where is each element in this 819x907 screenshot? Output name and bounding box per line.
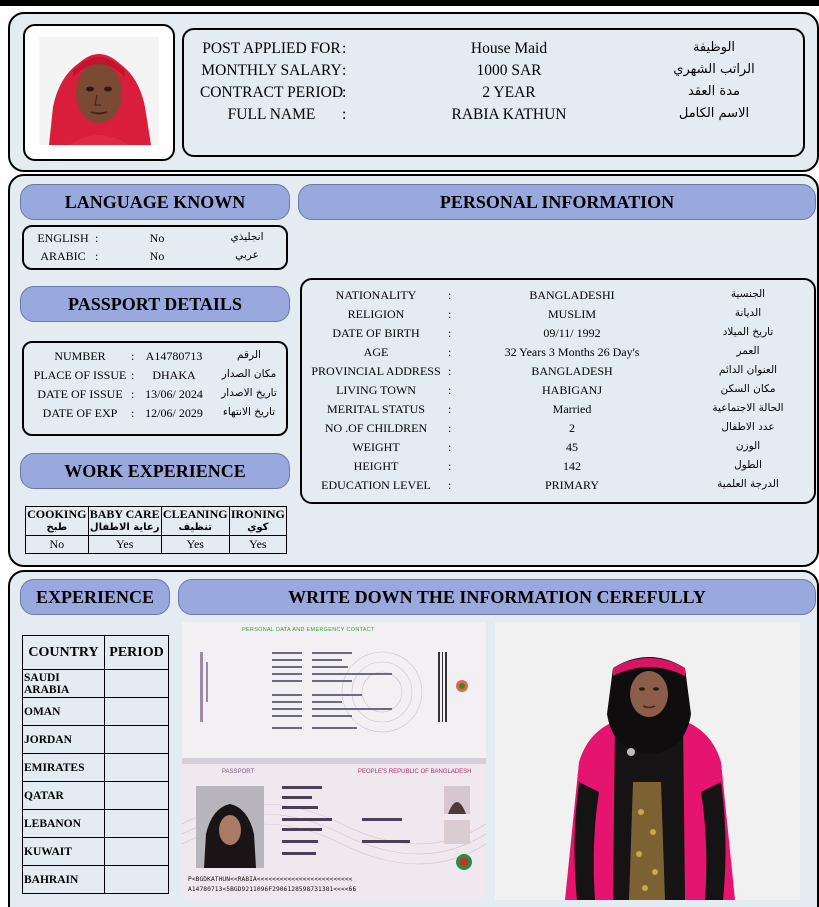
personal-label: PROVINCIAL ADDRESS (311, 364, 441, 378)
experience-row (23, 782, 169, 810)
passport-row (24, 387, 288, 406)
personal-value: Married (552, 402, 592, 416)
experience-header-row (23, 636, 169, 670)
country-cell: BAHRAIN (23, 866, 105, 894)
personal-label-arabic: الجنسية (730, 288, 766, 300)
colon: : (131, 368, 135, 382)
personal-row (302, 288, 816, 307)
personal-label: DATE OF BIRTH (332, 326, 420, 340)
period-cell[interactable] (105, 866, 169, 894)
personal-label-arabic: العمر (736, 345, 760, 357)
colon: : (448, 288, 452, 302)
period-cell[interactable] (105, 754, 169, 782)
language-row (24, 249, 288, 267)
passport-value: 12/06/ 2029 (145, 406, 203, 420)
language-label: ARABIC (40, 249, 86, 263)
period-cell[interactable] (105, 698, 169, 726)
personal-label: AGE (363, 345, 389, 359)
country-cell: EMIRATES (23, 754, 105, 782)
personal-row (302, 326, 816, 345)
personal-label: EDUCATION LEVEL (321, 478, 431, 492)
personal-row (302, 440, 816, 459)
passport-label: PLACE OF ISSUE (33, 368, 127, 382)
personal-row (302, 421, 816, 440)
colon: : (95, 249, 99, 263)
work-col-label-arabic: رعاية الاطفال (89, 522, 160, 533)
colon: : (448, 402, 452, 416)
work-value-row (26, 536, 287, 554)
work-col-cooking (26, 507, 89, 536)
top-border (0, 0, 819, 6)
personal-label: HEIGHT (353, 459, 399, 473)
portrait-photo (39, 37, 159, 145)
country-cell: OMAN (23, 698, 105, 726)
personal-value: PRIMARY (544, 478, 600, 492)
full-body-photo (495, 622, 800, 900)
language-label-arabic: عربي (235, 249, 259, 261)
personal-row (302, 364, 816, 383)
work-value: No (26, 536, 89, 554)
work-col-label: COOKING (27, 507, 87, 521)
work-col-label: CLEANING (162, 507, 228, 521)
job-label-arabic: الراتب الشهري (673, 62, 755, 77)
personal-row (302, 402, 816, 421)
personal-info-box (300, 278, 816, 504)
colon: : (448, 440, 452, 454)
passport-label: DATE OF ISSUE (37, 387, 123, 401)
colon: : (448, 478, 452, 492)
personal-label-arabic: العنوان الدائم (718, 364, 778, 376)
work-col-baby-care (88, 507, 161, 536)
personal-label: MERITAL STATUS (327, 402, 425, 416)
colon: : (342, 84, 347, 101)
passport-scan-image (182, 622, 486, 900)
passport-label-arabic: تاريخ الانتهاء (222, 406, 276, 418)
work-col-label: IRONING (230, 507, 285, 521)
work-col-label-arabic: طبخ (46, 522, 68, 533)
experience-row (23, 866, 169, 894)
language-row (24, 231, 288, 249)
passport-label: DATE OF EXP (42, 406, 118, 420)
job-info-box (182, 28, 805, 157)
personal-information-heading: PERSONAL INFORMATION (298, 184, 816, 220)
personal-label-arabic: الديانة (734, 307, 762, 319)
job-row-post (184, 40, 804, 62)
personal-label: LIVING TOWN (336, 383, 416, 397)
experience-row (23, 670, 169, 698)
personal-row (302, 383, 816, 402)
personal-value: MUSLIM (547, 307, 596, 321)
colon: : (131, 387, 135, 401)
personal-value: 2 (569, 421, 575, 435)
country-cell: LEBANON (23, 810, 105, 838)
job-value: 2 YEAR (482, 84, 536, 101)
job-value: RABIA KATHUN (451, 106, 567, 123)
country-column-header: COUNTRY (23, 636, 105, 670)
personal-label-arabic: الطول (734, 459, 762, 471)
job-label-arabic: مدة العقد (688, 84, 740, 99)
colon: : (448, 421, 452, 435)
personal-label: RELIGION (347, 307, 405, 321)
period-cell[interactable] (105, 838, 169, 866)
colon: : (342, 62, 347, 79)
work-value: Yes (229, 536, 286, 554)
colon: : (448, 364, 452, 378)
job-row-contract (184, 84, 804, 106)
passport-value: 13/06/ 2024 (145, 387, 203, 401)
job-label: MONTHLY SALARY (201, 62, 342, 79)
colon: : (95, 231, 99, 245)
language-box (22, 225, 288, 270)
personal-label-arabic: تاريخ الميلاد (722, 326, 774, 338)
work-col-cleaning (161, 507, 229, 536)
personal-row (302, 345, 816, 364)
personal-label: NO .OF CHILDREN (324, 421, 428, 435)
country-cell: KUWAIT (23, 838, 105, 866)
passport-page-heading: PERSONAL DATA AND EMERGENCY CONTACT (242, 627, 375, 633)
colon: : (448, 459, 452, 473)
personal-value: HABIGANJ (542, 383, 602, 397)
colon: : (342, 106, 347, 123)
job-label-arabic: الاسم الكامل (678, 106, 750, 121)
colon: : (342, 40, 347, 57)
personal-value: BANGLADESH (531, 364, 613, 378)
language-label: ENGLISH (37, 231, 89, 245)
job-label: CONTRACT PERIOD (199, 84, 344, 101)
period-cell[interactable] (105, 726, 169, 754)
colon: : (131, 406, 135, 420)
period-cell[interactable] (105, 810, 169, 838)
personal-value: 142 (563, 459, 581, 473)
experience-section (8, 570, 819, 907)
personal-label: WEIGHT (352, 440, 400, 454)
period-cell[interactable] (105, 670, 169, 698)
personal-label-arabic: الحالة الاجتماعية (712, 402, 784, 414)
personal-value: 09/11/ 1992 (543, 326, 601, 340)
language-value: No (149, 249, 165, 263)
passport-value: DHAKA (152, 368, 196, 382)
experience-heading: EXPERIENCE (20, 579, 170, 615)
experience-row (23, 698, 169, 726)
personal-label-arabic: عدد الاطفال (721, 421, 775, 433)
passport-country-heading: PEOPLE'S REPUBLIC OF BANGLADESH (358, 769, 472, 775)
personal-value: BANGLADESHI (529, 288, 615, 302)
language-label-arabic: انجليذي (230, 231, 264, 243)
colon: : (448, 307, 452, 321)
work-col-ironing (229, 507, 286, 536)
work-col-label-arabic: كوي (247, 522, 269, 533)
portrait-frame (23, 24, 175, 161)
passport-label-arabic: الرقم (237, 349, 261, 361)
passport-data-page (182, 622, 486, 758)
instructions-heading: WRITE DOWN THE INFORMATION CEREFULLY (178, 579, 816, 615)
work-experience-table (25, 506, 287, 554)
passport-label-arabic: تاريخ الاصدار (221, 387, 277, 399)
period-cell[interactable] (105, 782, 169, 810)
job-label: FULL NAME (227, 106, 316, 123)
personal-label-arabic: الدرجة العلمية (717, 478, 779, 490)
personal-value: 32 Years 3 Months 26 Day's (504, 345, 640, 359)
experience-table (22, 635, 169, 894)
work-col-label: BABY CARE (89, 507, 160, 521)
passport-data-page-art (182, 622, 486, 758)
work-value: Yes (161, 536, 229, 554)
personal-value: 45 (566, 440, 578, 454)
passport-mrz-line2: A14780713<5BGD9211096F2906128598731381<<<<66 (188, 886, 357, 893)
work-header-row (26, 507, 287, 536)
experience-row (23, 838, 169, 866)
colon: : (448, 326, 452, 340)
passport-details-heading: PASSPORT DETAILS (20, 286, 290, 322)
job-value: House Maid (470, 40, 548, 57)
personal-row (302, 478, 816, 497)
job-value: 1000 SAR (476, 62, 542, 79)
experience-row (23, 810, 169, 838)
country-cell: JORDAN (23, 726, 105, 754)
job-label-arabic: الوظيفة (692, 40, 736, 55)
experience-row (23, 726, 169, 754)
job-label: POST APPLIED FOR (202, 40, 341, 57)
personal-label-arabic: مكان السكن (720, 383, 776, 395)
country-cell: QATAR (23, 782, 105, 810)
passport-row (24, 368, 288, 387)
colon: : (448, 345, 452, 359)
colon: : (448, 383, 452, 397)
language-known-heading: LANGUAGE KNOWN (20, 184, 290, 220)
work-col-label-arabic: تنظيف (178, 522, 213, 533)
passport-bio-page (182, 764, 486, 900)
personal-label-arabic: الوزن (735, 440, 761, 452)
passport-mrz-line1: P<BGDKATHUN<<RABIA<<<<<<<<<<<<<<<<<<<<<<<<< (188, 876, 353, 883)
country-cell: SAUDI ARABIA (23, 670, 105, 698)
period-column-header: PERIOD (105, 636, 169, 670)
passport-label-arabic: مكان الصدار (221, 368, 277, 380)
work-experience-heading: WORK EXPERIENCE (20, 453, 290, 489)
passport-row (24, 349, 288, 368)
work-value: Yes (88, 536, 161, 554)
passport-value: A14780713 (145, 349, 203, 363)
details-section (8, 174, 819, 567)
passport-row (24, 406, 288, 425)
passport-label: NUMBER (54, 349, 106, 363)
job-row-salary (184, 62, 804, 84)
passport-doc-label: PASSPORT (222, 769, 255, 775)
personal-row (302, 459, 816, 478)
personal-row (302, 307, 816, 326)
colon: : (131, 349, 135, 363)
passport-box (22, 341, 288, 436)
language-value: No (149, 231, 165, 245)
header-section (8, 12, 819, 172)
personal-label: NATIONALITY (335, 288, 417, 302)
experience-row (23, 754, 169, 782)
job-row-name (184, 106, 804, 128)
